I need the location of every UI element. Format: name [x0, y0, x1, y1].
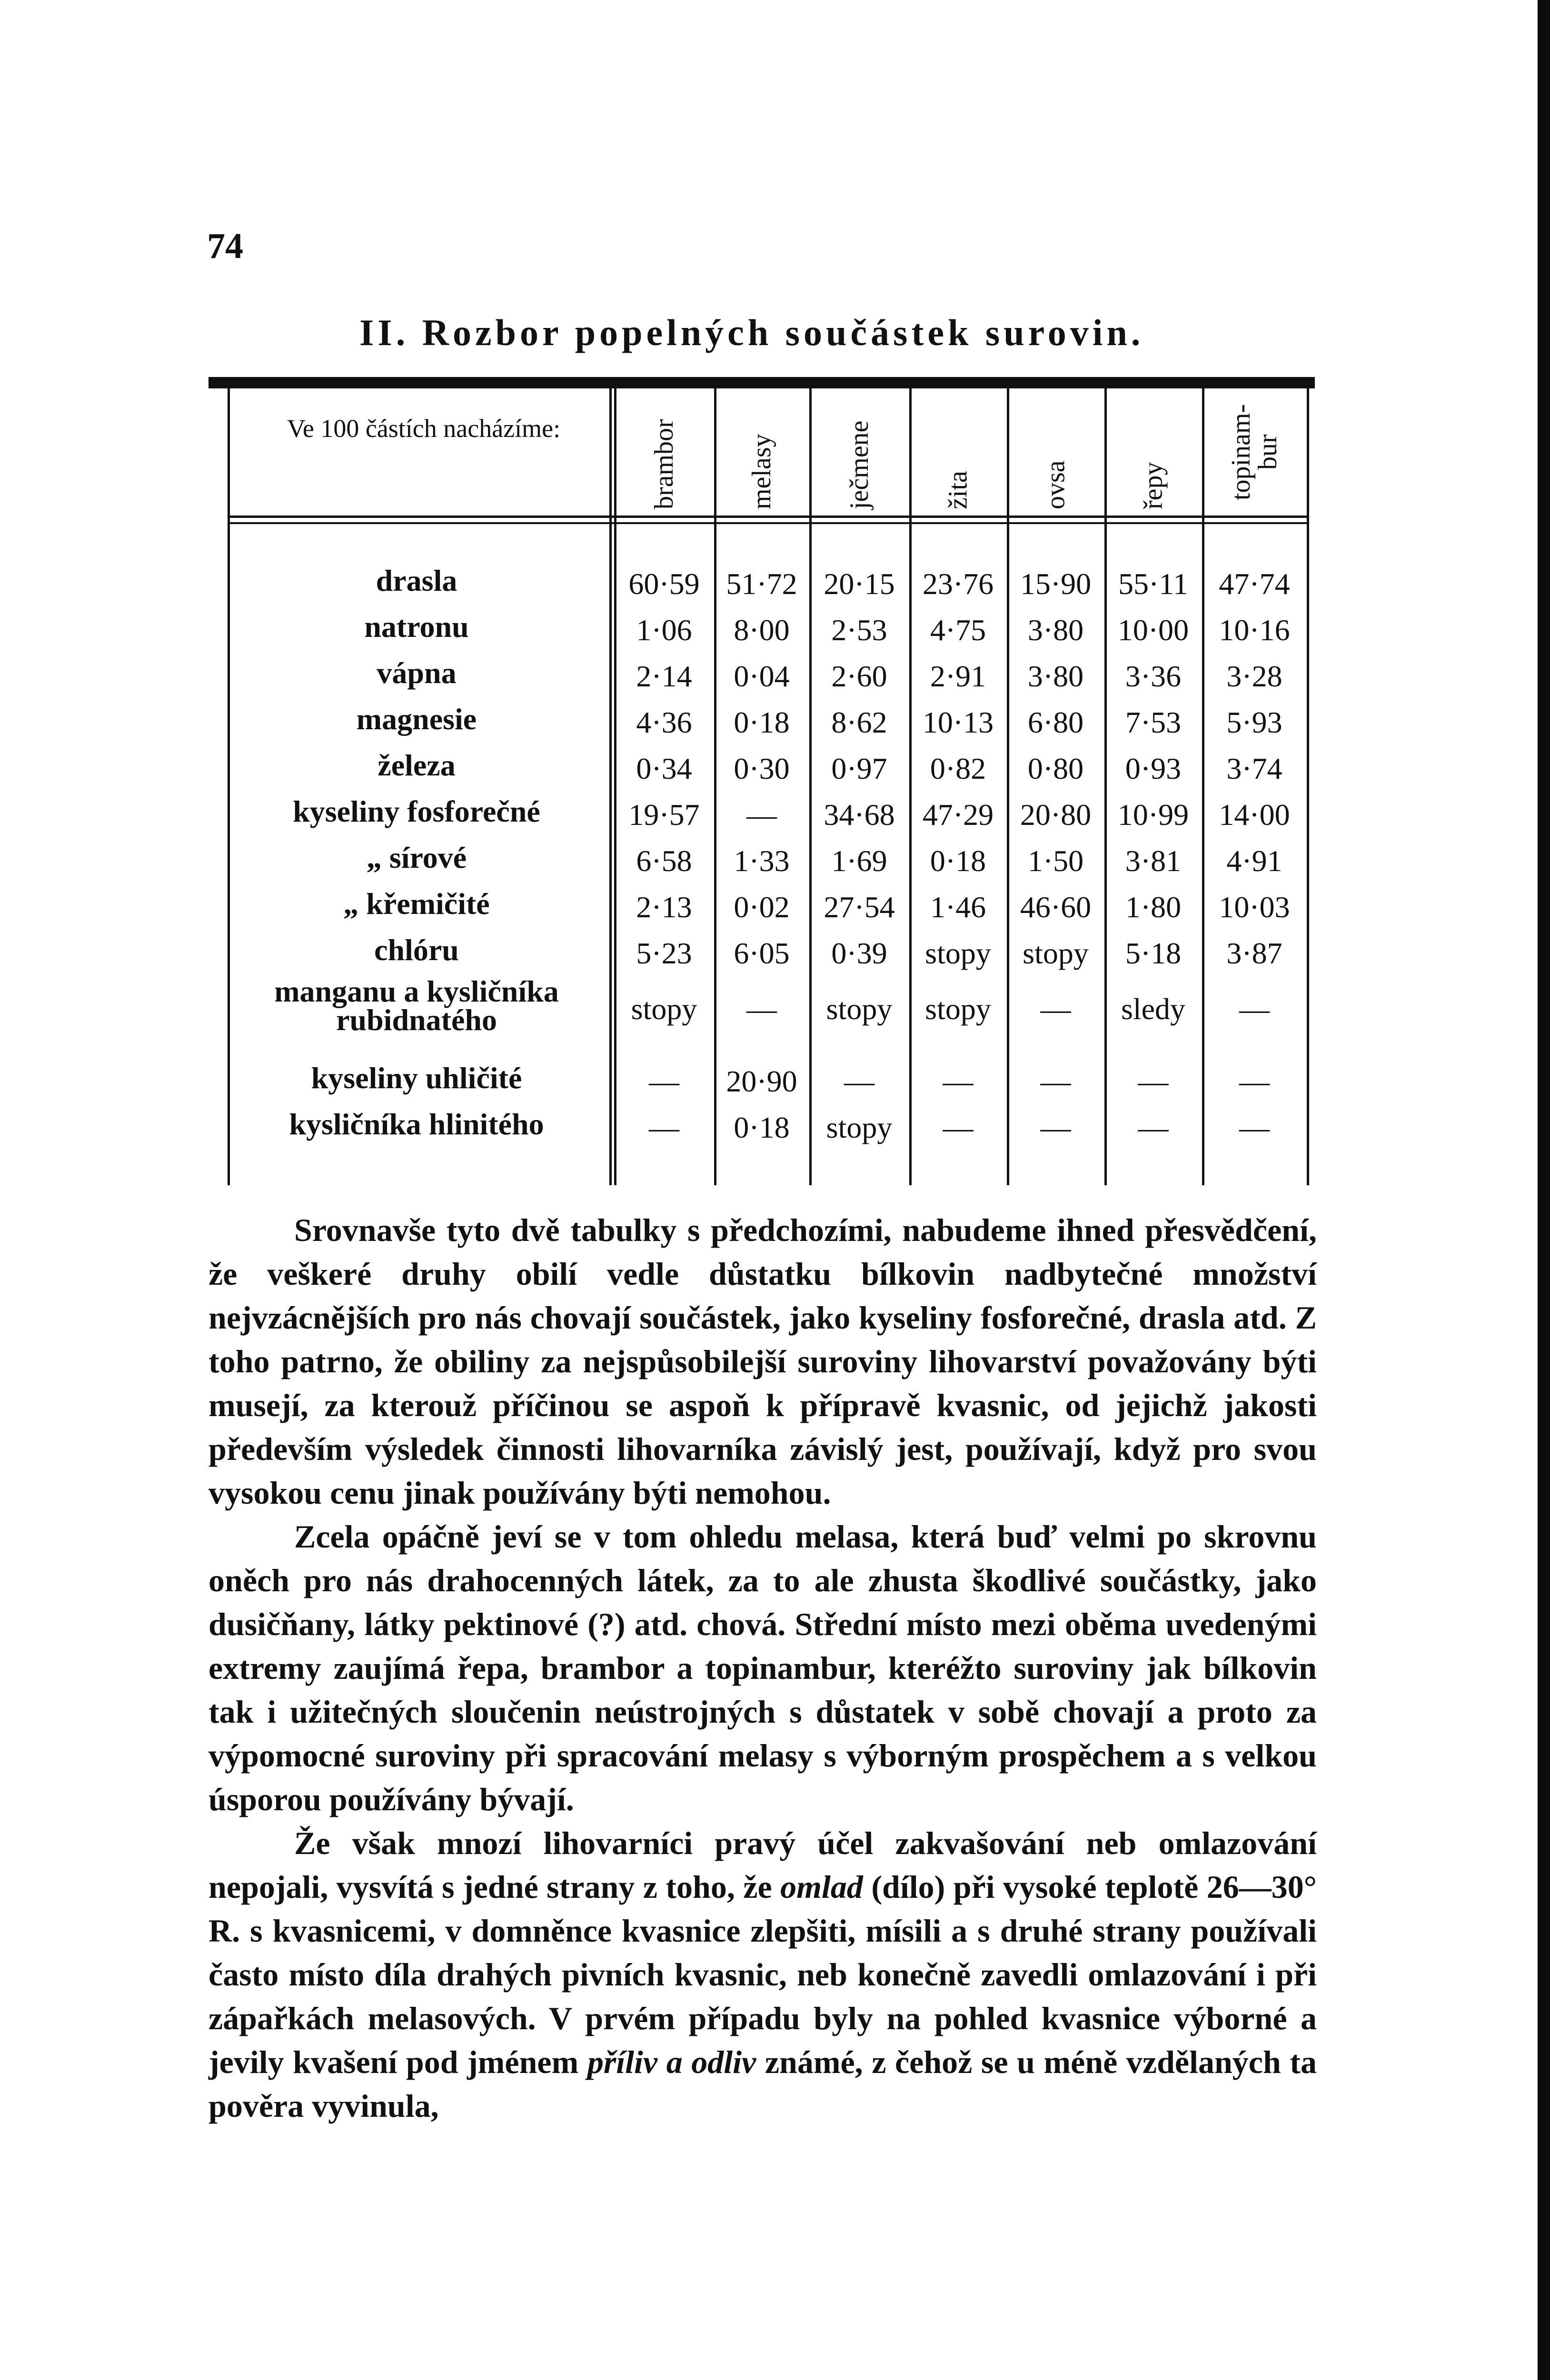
- table-cell: 0·39: [831, 936, 887, 970]
- table-cell: 4·91: [1226, 844, 1282, 878]
- table-cell: 19·57: [628, 798, 700, 832]
- table-cell: 4·75: [930, 613, 986, 647]
- paragraph-3: [209, 1821, 1317, 2128]
- table-cell: 20·15: [824, 567, 895, 601]
- row-label: kyseliny uhličité: [311, 1061, 522, 1095]
- table-cell: 1·06: [636, 613, 692, 647]
- table-cell: 10·99: [1117, 798, 1189, 832]
- table-cell: 5·23: [636, 936, 692, 970]
- column-header: melasy: [747, 434, 776, 509]
- term-omlad: omlad: [780, 1869, 863, 1905]
- row-label: „ sírové: [366, 841, 467, 874]
- table-cell: 47·29: [922, 798, 994, 832]
- column-header: žita: [943, 471, 973, 509]
- table-top-rule: [209, 377, 1315, 388]
- table-cell: 6·58: [636, 844, 692, 878]
- table-cell: stopy: [826, 992, 893, 1026]
- table-cell: stopy: [826, 1111, 893, 1144]
- table-cell: 0·18: [930, 844, 986, 878]
- table-cell: —: [746, 992, 777, 1026]
- paragraph-3-part-1: Že však mnozí lihovarníci pravý účel zakvašování neb omlazování nepojali, vysvítá s jedné strany z toho, že: [209, 1825, 1317, 1905]
- table-cell: —: [649, 1064, 679, 1098]
- table-cell: —: [1239, 1111, 1270, 1144]
- table-cell: 3·36: [1125, 659, 1182, 693]
- table-cell: 5·18: [1125, 936, 1182, 970]
- table-cell: stopy: [1023, 936, 1089, 970]
- table-cell: 3·80: [1027, 659, 1084, 693]
- table-cell: stopy: [925, 936, 991, 970]
- row-label: kysličníka hlinitého: [289, 1107, 544, 1141]
- table-cell: 10·03: [1219, 890, 1290, 924]
- table-cell: 51·72: [726, 567, 797, 601]
- table-cell: —: [746, 798, 777, 832]
- table-cell: 10·16: [1219, 613, 1290, 647]
- table-cell: 1·50: [1027, 844, 1084, 878]
- table-cell: 10·00: [1117, 613, 1189, 647]
- row-label: „ křemičité: [343, 887, 490, 921]
- table-cell: 46·60: [1020, 890, 1092, 924]
- table-cell: 23·76: [922, 567, 994, 601]
- header-rule: [228, 516, 1307, 518]
- table-cell: 3·28: [1226, 659, 1282, 693]
- column-header: ječmene: [845, 420, 874, 509]
- table-cell: 3·80: [1027, 613, 1084, 647]
- column-header: topinam-bur: [1226, 404, 1282, 501]
- table-cell: 1·80: [1125, 890, 1182, 924]
- table-cell: 8·62: [831, 705, 887, 739]
- table-cell: —: [1040, 992, 1071, 1026]
- table-cell: 14·00: [1219, 798, 1290, 832]
- table-cell: 6·05: [734, 936, 790, 970]
- table-cell: 8·00: [734, 613, 790, 647]
- table-cell: 0·97: [831, 752, 887, 785]
- table-cell: 2·14: [636, 659, 692, 693]
- table-cell: 0·93: [1125, 752, 1182, 785]
- table-cell: —: [1040, 1064, 1071, 1098]
- row-label: kyseliny fosforečné: [293, 794, 540, 828]
- table-cell: 0·80: [1027, 752, 1084, 785]
- body-text: [209, 1208, 1317, 2128]
- table-cell: 3·87: [1226, 936, 1282, 970]
- table-cell: —: [943, 1111, 974, 1144]
- table-cell: 2·53: [831, 613, 887, 647]
- column-header: ovsa: [1041, 460, 1071, 509]
- table-cell: 3·74: [1226, 752, 1282, 785]
- table-cell: 1·46: [930, 890, 986, 924]
- term-priliv-odliv: příliv a odliv: [587, 2044, 756, 2080]
- table-cell: —: [844, 1064, 874, 1098]
- row-label: manganu a kysličníka rubidnatého: [274, 974, 559, 1037]
- row-label: drasla: [376, 564, 457, 597]
- paragraph-1: Srovnavše tyto dvě tabulky s předchozími, nabudeme ihned přesvědčení, že veškeré druhy obilí vedle důstatku bílkovin nadbytečné množství nejvzácnějších pro nás chovají součástek, jako kyseliny fosforečné, drasla atd. Z toho patrno, že obiliny za nejspůsobilejší suroviny lihovarství považovány býti musejí, za kterouž příčinou se aspoň k přípravě kvasnic, od jejichž jakosti především výsledek činnosti lihovarníka závislý jest, používají, když pro svou vysokou cenu jinak používány býti nemohou.: [209, 1212, 1317, 1511]
- table-cell: 15·90: [1020, 567, 1092, 601]
- table-cell: 47·74: [1219, 567, 1290, 601]
- table-cell: 0·30: [734, 752, 790, 785]
- table-cell: stopy: [631, 992, 697, 1026]
- table-cell: —: [1239, 1064, 1270, 1098]
- table-cell: 3·81: [1125, 844, 1182, 878]
- label-column-divider: [609, 388, 612, 1185]
- table-cell: 0·82: [930, 752, 986, 785]
- table-cell: 2·91: [930, 659, 986, 693]
- column-header: řepy: [1138, 462, 1168, 509]
- table-cell: —: [1239, 992, 1270, 1026]
- table-cell: —: [943, 1064, 974, 1098]
- column-divider: [1307, 388, 1309, 1185]
- table-cell: stopy: [925, 992, 991, 1026]
- table-cell: 0·04: [734, 659, 790, 693]
- table-cell: 0·02: [734, 890, 790, 924]
- table-cell: 0·18: [734, 1111, 790, 1144]
- paragraph-3-part-2: (dílo) při vysoké teplotě 26—30° R. s kvasnicemi, v domněnce kvasnice zlepšiti, mísili a s druhé strany používali často místo díla drahých pivních kvasnic, neb konečně zavedli omlazování i při zápařkách melasových. V prvém případu byly na pohled kvasnice výborné a jevily kvašení pod jménem: [209, 1869, 1317, 2080]
- page-number: 74: [207, 226, 243, 266]
- table-cell: —: [1138, 1064, 1169, 1098]
- table-cell: 2·60: [831, 659, 887, 693]
- row-label: natronu: [364, 610, 469, 644]
- section-title: II. Rozbor popelných součástek surovin.: [359, 312, 1144, 353]
- row-label: chlóru: [374, 933, 459, 967]
- table-cell: 27·54: [824, 890, 895, 924]
- table-cell: —: [1040, 1111, 1071, 1144]
- table-cell: 1·69: [831, 844, 887, 878]
- paragraph-3-part-3: známé, z čehož se u méně vzdělaných ta pověra vyvinula,: [209, 2044, 1317, 2124]
- table-cell: 55·11: [1118, 567, 1188, 601]
- paragraph-2: Zcela opáčně jeví se v tom ohledu melasa, která buď velmi po skrovnu oněch pro nás drahocenných látek, za to ale zhusta škodlivé součástky, jako dusičňany, látky pektinové (?) atd. chová. Střední místo mezi oběma uvedenými extremy zaujímá řepa, brambor a topinambur, kteréžto suroviny jak bílkovin tak i užitečných sloučenin neústrojných s důstatek v sobě chovají a proto za výpomocné suroviny při spracování melasy s výborným prospěchem a s velkou úsporou používány bývají.: [209, 1518, 1317, 1817]
- table-cell: 0·18: [734, 705, 790, 739]
- row-label: železa: [378, 748, 456, 782]
- table-cell: 34·68: [824, 798, 895, 832]
- table-left-border: [228, 388, 230, 1185]
- table-cell: 10·13: [922, 705, 994, 739]
- table-cell: 20·90: [726, 1064, 797, 1098]
- table-cell: 2·13: [636, 890, 692, 924]
- scan-edge: [1538, 0, 1550, 2380]
- table-cell: 1·33: [734, 844, 790, 878]
- table-header-label: Ve 100 částích nacházíme:: [287, 414, 561, 443]
- table-cell: 6·80: [1027, 705, 1084, 739]
- table-cell: 4·36: [636, 705, 692, 739]
- table-cell: —: [1138, 1111, 1169, 1144]
- table-cell: 20·80: [1020, 798, 1092, 832]
- table-cell: —: [649, 1111, 679, 1144]
- header-rule-second: [228, 522, 1307, 524]
- table-cell: 60·59: [628, 567, 700, 601]
- column-header: brambor: [649, 419, 679, 509]
- row-label: vápna: [377, 656, 457, 690]
- table-cell: 5·93: [1226, 705, 1282, 739]
- row-label: magnesie: [356, 702, 477, 736]
- table-cell: 0·34: [636, 752, 692, 785]
- table-cell: 7·53: [1125, 705, 1182, 739]
- table-cell: sledy: [1121, 992, 1186, 1026]
